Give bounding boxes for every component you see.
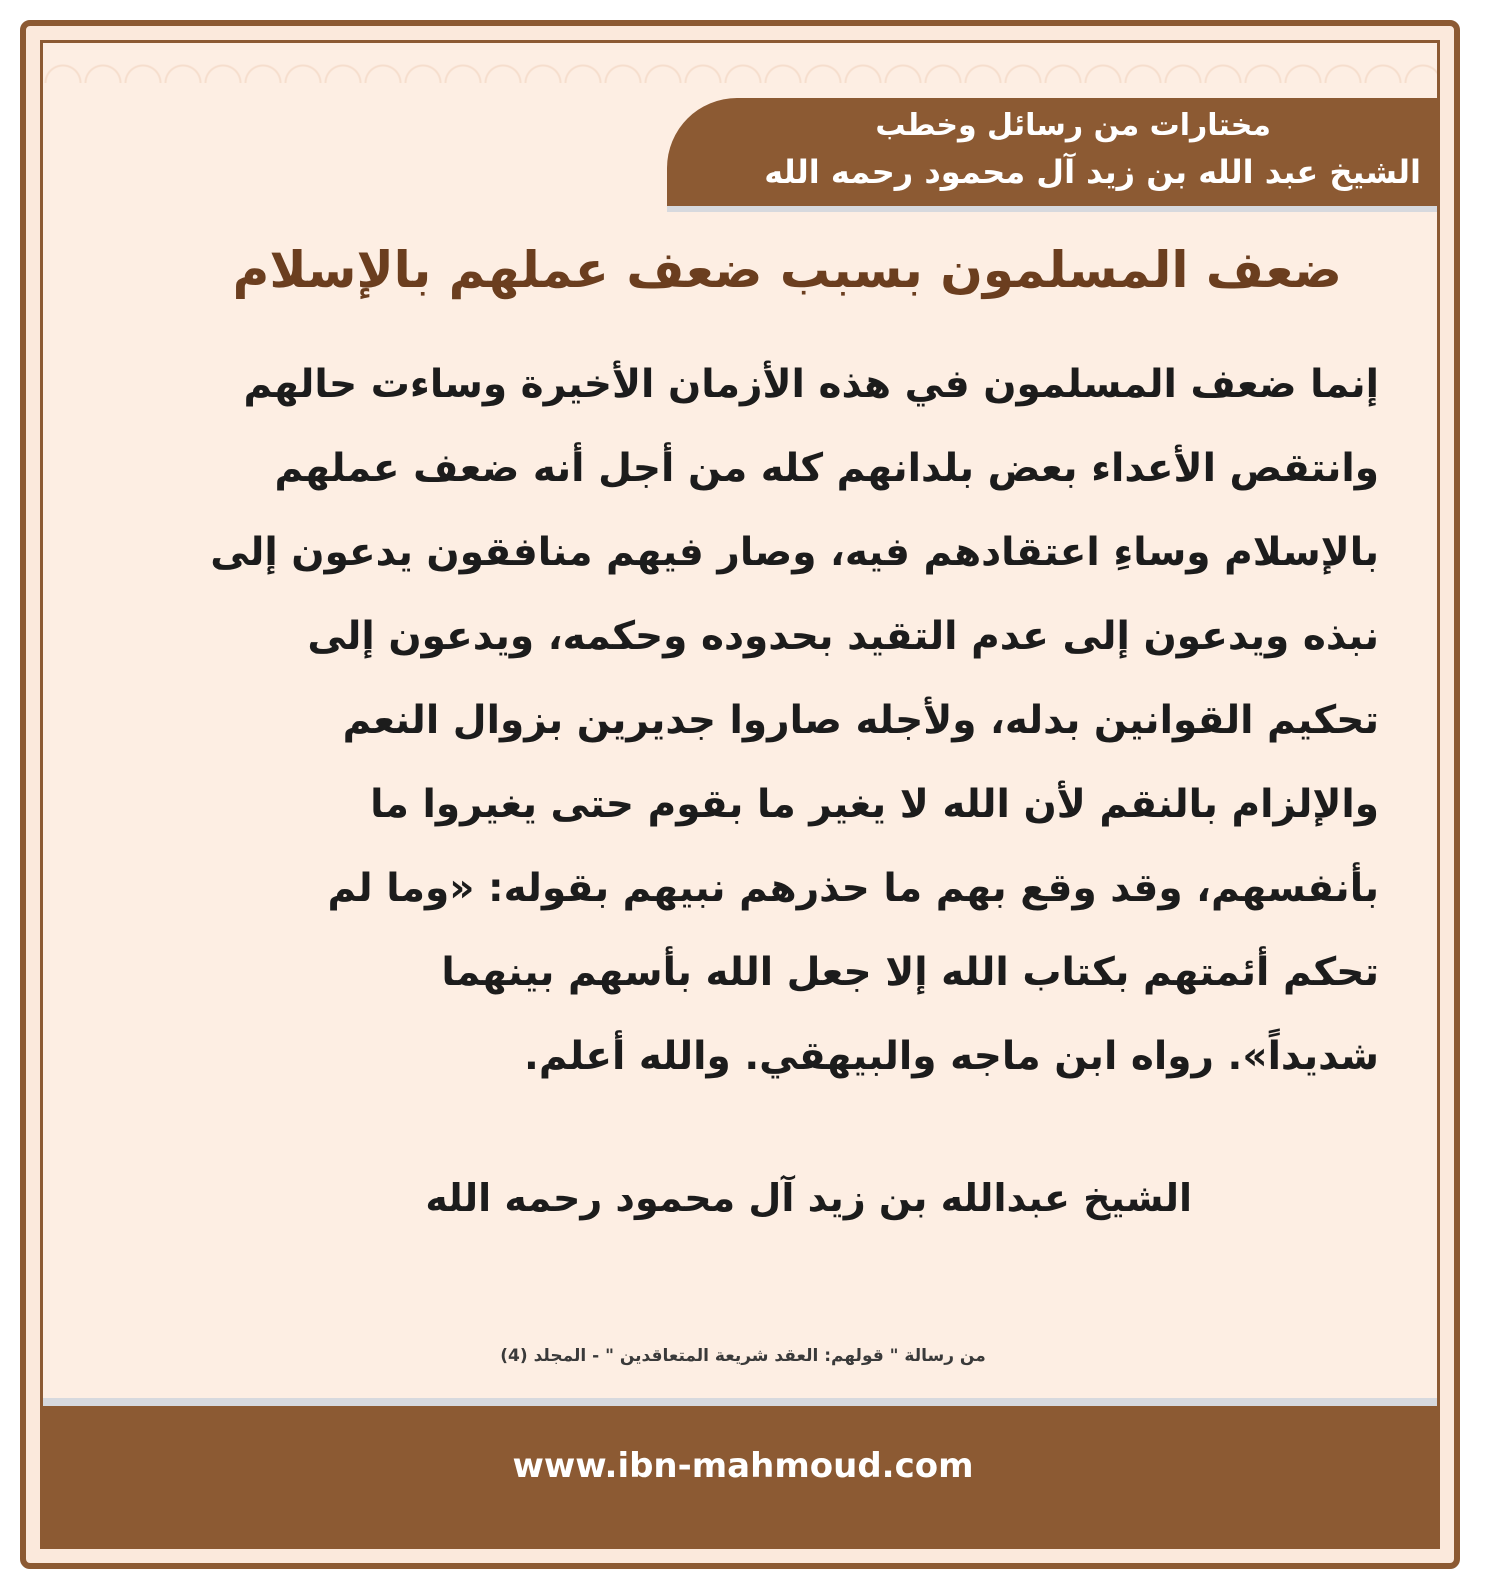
body-line: نبذه ويدعون إلى عدم التقيد بحدوده وحكمه، ويدعون إلى xyxy=(307,614,1379,659)
body-line: إنما ضعف المسلمون في هذه الأزمان الأخيرة وساءت حالهم xyxy=(243,362,1379,407)
body-line: وانتقص الأعداء بعض بلدانهم كله من أجل أنه ضعف عملهم xyxy=(274,446,1379,491)
website-url[interactable]: www.ibn-mahmoud.com xyxy=(512,1446,974,1486)
body-line: بأنفسهم، وقد وقع بهم ما حذرهم نبيهم بقوله: «وما لم xyxy=(327,866,1379,911)
body-line: تحكم أئمتهم بكتاب الله إلا جعل الله بأسهم بينهما xyxy=(441,950,1379,995)
body-line: شديداً». رواه ابن ماجه والبيهقي. والله أعلم. xyxy=(524,1034,1379,1079)
content-card xyxy=(40,40,1440,1549)
body-line: بالإسلام وساءِ اعتقادهم فيه، وصار فيهم منافقون يدعون إلى xyxy=(210,530,1379,575)
header-banner xyxy=(667,98,1437,206)
header-author: الشيخ عبد الله بن زيد آل محمود رحمه الله xyxy=(764,153,1421,191)
article-body xyxy=(99,343,1379,1099)
decorative-pattern-band xyxy=(43,43,1437,103)
body-line: والإلزام بالنقم لأن الله لا يغير ما بقوم حتى يغيروا ما xyxy=(370,782,1379,827)
source-citation: من رسالة " قولهم: العقد شريعة المتعاقدين " - المجلد (4) xyxy=(500,1346,986,1366)
page-title: ضعف المسلمون بسبب ضعف عملهم بالإسلام xyxy=(232,241,1342,299)
author-signature: الشيخ عبدالله بن زيد آل محمود رحمه الله xyxy=(425,1176,1192,1220)
body-line: تحكيم القوانين بدله، ولأجله صاروا جديرين بزوال النعم xyxy=(342,698,1379,743)
header-series-title: مختارات من رسائل وخطب xyxy=(875,108,1271,143)
